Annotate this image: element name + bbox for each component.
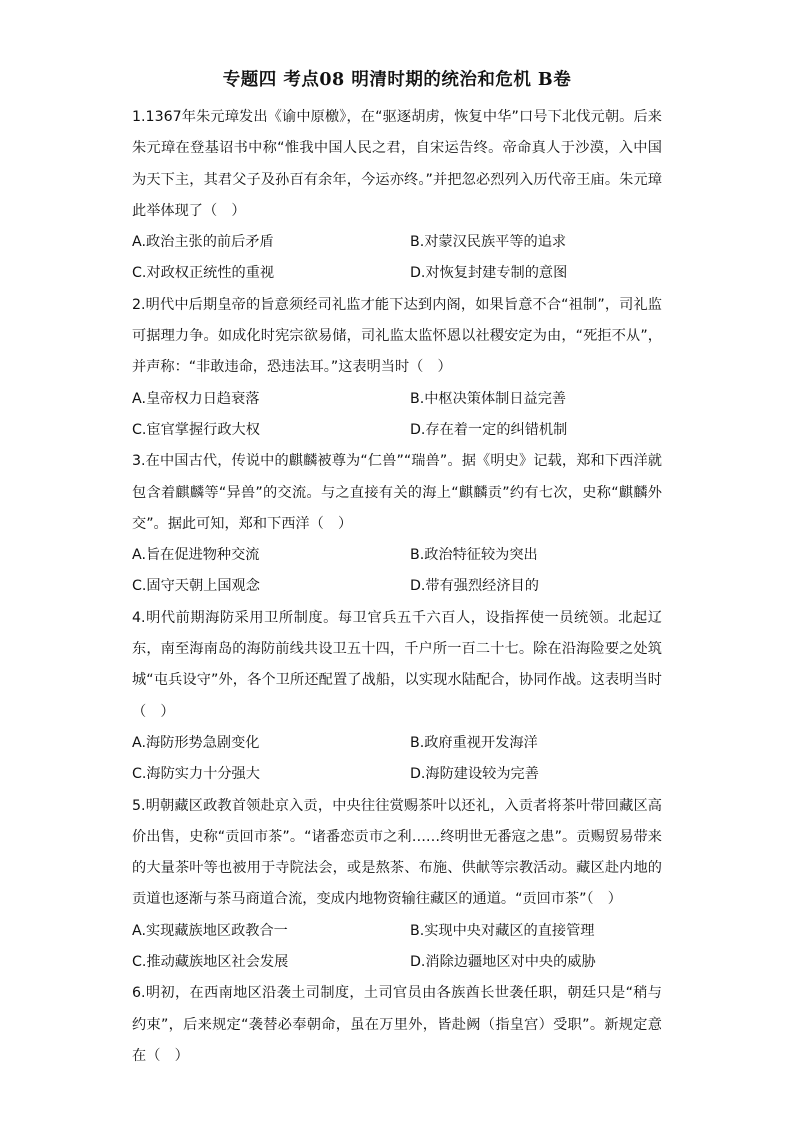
- question-6: [132, 978, 662, 1072]
- option-c[interactable]: C.海防实力十分强大: [132, 766, 260, 783]
- question-list: [132, 102, 662, 1072]
- question-stem: 1.1367年朱元璋发出《谕中原檄》，在“驱逐胡虏，恢复中华”口号下北伐元朝。后来朱元璋在登基诏书中称“惟我中国人民之君，自宋运告终。帝命真人于沙漠，入中国为天下主，其君父子及孙百有余年，今运亦终。”并把忽必烈列入历代帝王庙。朱元璋此举体现了（ ）: [132, 109, 662, 219]
- option-b[interactable]: B.对蒙汉民族平等的追求: [410, 234, 567, 251]
- option-c[interactable]: C.固守天朝上国观念: [132, 578, 260, 595]
- option-d[interactable]: D.消除边疆地区对中央的威胁: [410, 954, 596, 971]
- option-b[interactable]: B.政治特征较为突出: [410, 547, 538, 564]
- question-1: [132, 102, 662, 290]
- question-3: [132, 446, 662, 602]
- option-b[interactable]: B.政府重视开发海洋: [410, 734, 538, 751]
- option-a[interactable]: A.海防形势急剧变化: [132, 734, 260, 751]
- question-5: [132, 791, 662, 979]
- option-c[interactable]: C.对政权正统性的重视: [132, 265, 275, 282]
- option-d[interactable]: D.存在着一定的纠错机制: [410, 421, 568, 438]
- option-b[interactable]: B.实现中央对藏区的直接管理: [410, 922, 595, 939]
- option-c[interactable]: C.宦官掌握行政大权: [132, 421, 260, 438]
- question-stem: 4.明代前期海防采用卫所制度。每卫官兵五千六百人，设指挥使一员统领。北起辽东，南至海南岛的海防前线共设卫五十四，千户所一百二十七。除在沿海险要之处筑城“屯兵设守”外，各个卫所还配置了战船，以实现水陆配合，协同作战。这表明当时（ ）: [132, 609, 662, 720]
- question-stem: 2.明代中后期皇帝的旨意须经司礼监才能下达到内阁，如果旨意不合“祖制”，司礼监可据理力争。如成化时宪宗欲易储，司礼监太监怀恩以社稷安定为由，“死拒不从”，并声称：“非敢违命，恐违法耳。”这表明当时（ ）: [132, 296, 662, 376]
- page-title: 专题四 考点08 明清时期的统治和危机 B卷: [222, 70, 572, 90]
- question-4: [132, 603, 662, 791]
- options-group: [132, 916, 662, 979]
- option-d[interactable]: D.对恢复封建专制的意图: [410, 265, 568, 282]
- question-2: [132, 290, 662, 446]
- options-group: [132, 540, 662, 603]
- option-a[interactable]: A.实现藏族地区政教合一: [132, 922, 288, 939]
- options-group: [132, 227, 662, 290]
- option-c[interactable]: C.推动藏族地区社会发展: [132, 954, 289, 971]
- option-d[interactable]: D.海防建设较为完善: [410, 766, 539, 783]
- options-group: [132, 384, 662, 447]
- options-group: [132, 728, 662, 791]
- question-stem: 3.在中国古代，传说中的麒麟被尊为“仁兽”“瑞兽”。据《明史》记载，郑和下西洋就包含着麒麟等“异兽”的交流。与之直接有关的海上“麒麟贡”约有七次，史称“麒麟外交”。据此可知，郑和下西洋（ ）: [132, 453, 662, 532]
- option-d[interactable]: D.带有强烈经济目的: [410, 578, 539, 595]
- option-a[interactable]: A.旨在促进物种交流: [132, 547, 260, 564]
- question-stem: 5.明朝藏区政教首领赴京入贡，中央往往赏赐茶叶以还礼，入贡者将茶叶带回藏区高价出售，史称“贡回市茶”。“诸番恋贡市之利……终明世无番寇之患”。贡赐贸易带来的大量茶叶等也被用于寺院法会，或是熬茶、布施、供献等宗教活动。藏区赴内地的贡道也逐渐与茶马商道合流，变成内地物资输往藏区的通道。“贡回市茶”（ ）: [132, 797, 662, 908]
- option-a[interactable]: A.政治主张的前后矛盾: [132, 234, 274, 251]
- option-b[interactable]: B.中枢决策体制日益完善: [410, 390, 567, 407]
- option-a[interactable]: A.皇帝权力日趋衰落: [132, 390, 260, 407]
- question-stem: 6.明初，在西南地区沿袭土司制度，土司官员由各族酋长世袭任职，朝廷只是“稍与约束”，后来规定“袭替必奉朝命，虽在万里外，皆赴阙（指皇宫）受职”。新规定意在（ ）: [132, 985, 662, 1064]
